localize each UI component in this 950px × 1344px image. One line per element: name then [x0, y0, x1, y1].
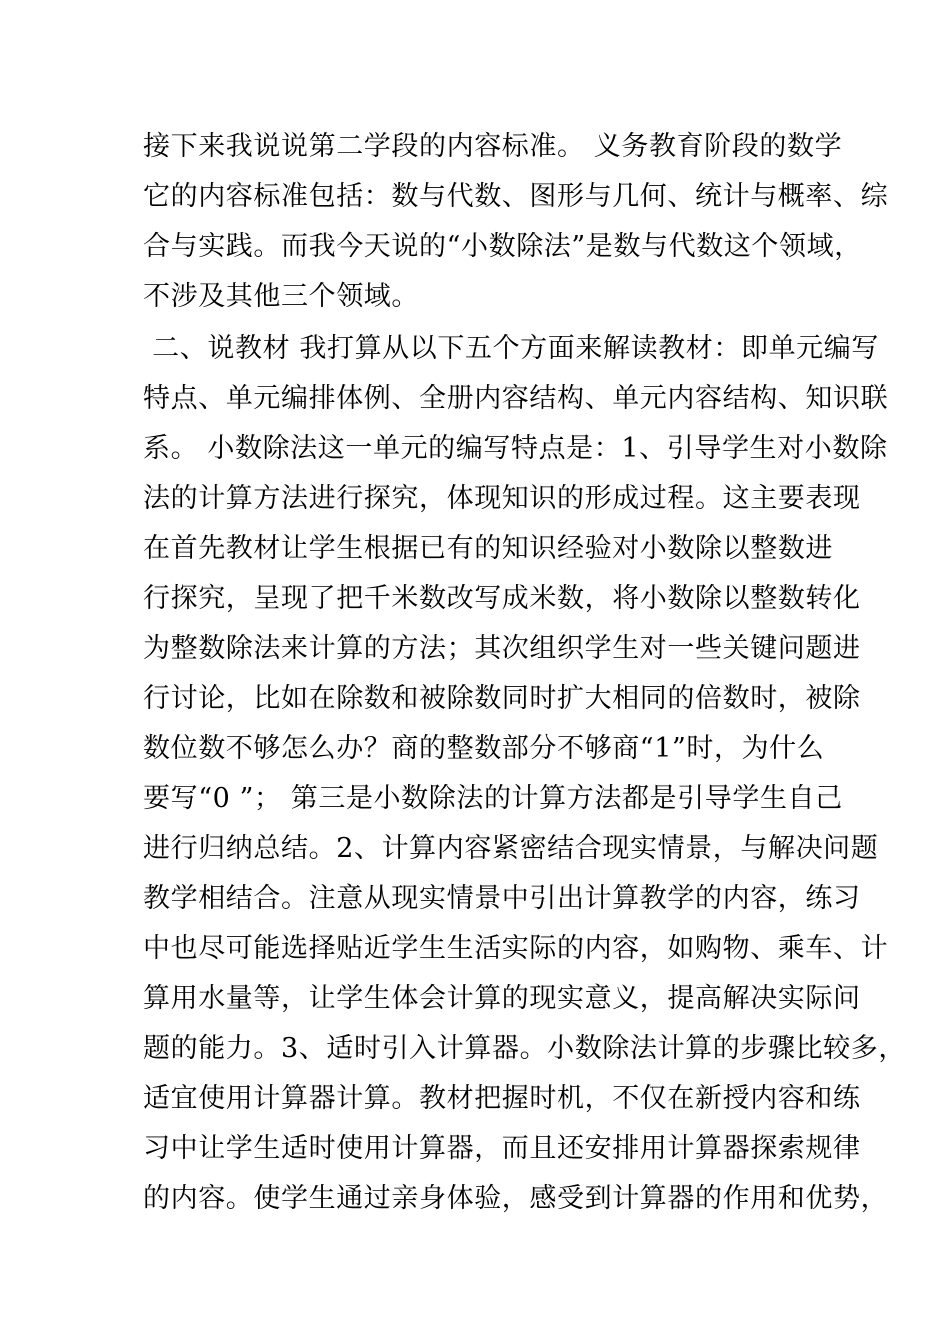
text-line: 行探究，呈现了把千米数改写成米数，将小数除以整数转化	[143, 583, 861, 614]
text-line: 系。 小数除法这一单元的编写特点是：1、引导学生对小数除	[143, 433, 888, 464]
text-line: 法的计算方法进行探究，体现知识的形成过程。这主要表现	[143, 483, 861, 514]
text-line: 进行归纳总结。2、计算内容紧密结合现实情景，与解决问题	[143, 833, 879, 864]
text-line: 为整数除法来计算的方法；其次组织学生对一些关键问题进	[143, 633, 861, 664]
text-line: 特点、单元编排体例、全册内容结构、单元内容结构、知识联	[143, 383, 889, 414]
text-line: 数位数不够怎么办？商的整数部分不够商“1”时，为什么	[143, 733, 825, 764]
text-line: 题的能力。3、适时引入计算器。小数除法计算的步骤比较多，	[143, 1033, 906, 1064]
text-line: 中也尽可能选择贴近学生生活实际的内容，如购物、乘车、计	[143, 933, 889, 964]
text-line: 不涉及其他三个领域。	[143, 281, 419, 312]
text-line: 合与实践。而我今天说的“小数除法”是数与代数这个领域，	[143, 231, 862, 262]
text-line: 适宜使用计算器计算。教材把握时机，不仅在新授内容和练	[143, 1083, 861, 1114]
section-heading-line: 二、说教材 我打算从以下五个方面来解读教材：即单元编写	[143, 333, 879, 364]
text-line: 它的内容标准包括：数与代数、图形与几何、统计与概率、综	[143, 181, 889, 212]
text-line: 接下来我说说第二学段的内容标准。 义务教育阶段的数学	[143, 131, 843, 162]
text-line: 习中让学生适时使用计算器，而且还安排用计算器探索规律	[143, 1133, 861, 1164]
text-line: 教学相结合。注意从现实情景中引出计算教学的内容，练习	[143, 883, 861, 914]
text-line: 行讨论，比如在除数和被除数同时扩大相同的倍数时，被除	[143, 683, 861, 714]
text-line: 在首先教材让学生根据已有的知识经验对小数除以整数进	[143, 533, 833, 564]
text-line: 算用水量等，让学生体会计算的现实意义，提高解决实际问	[143, 983, 861, 1014]
text-line: 要写“0 ”； 第三是小数除法的计算方法都是引导学生自己	[143, 783, 843, 814]
text-line: 的内容。使学生通过亲身体验，感受到计算器的作用和优势，	[143, 1183, 889, 1214]
